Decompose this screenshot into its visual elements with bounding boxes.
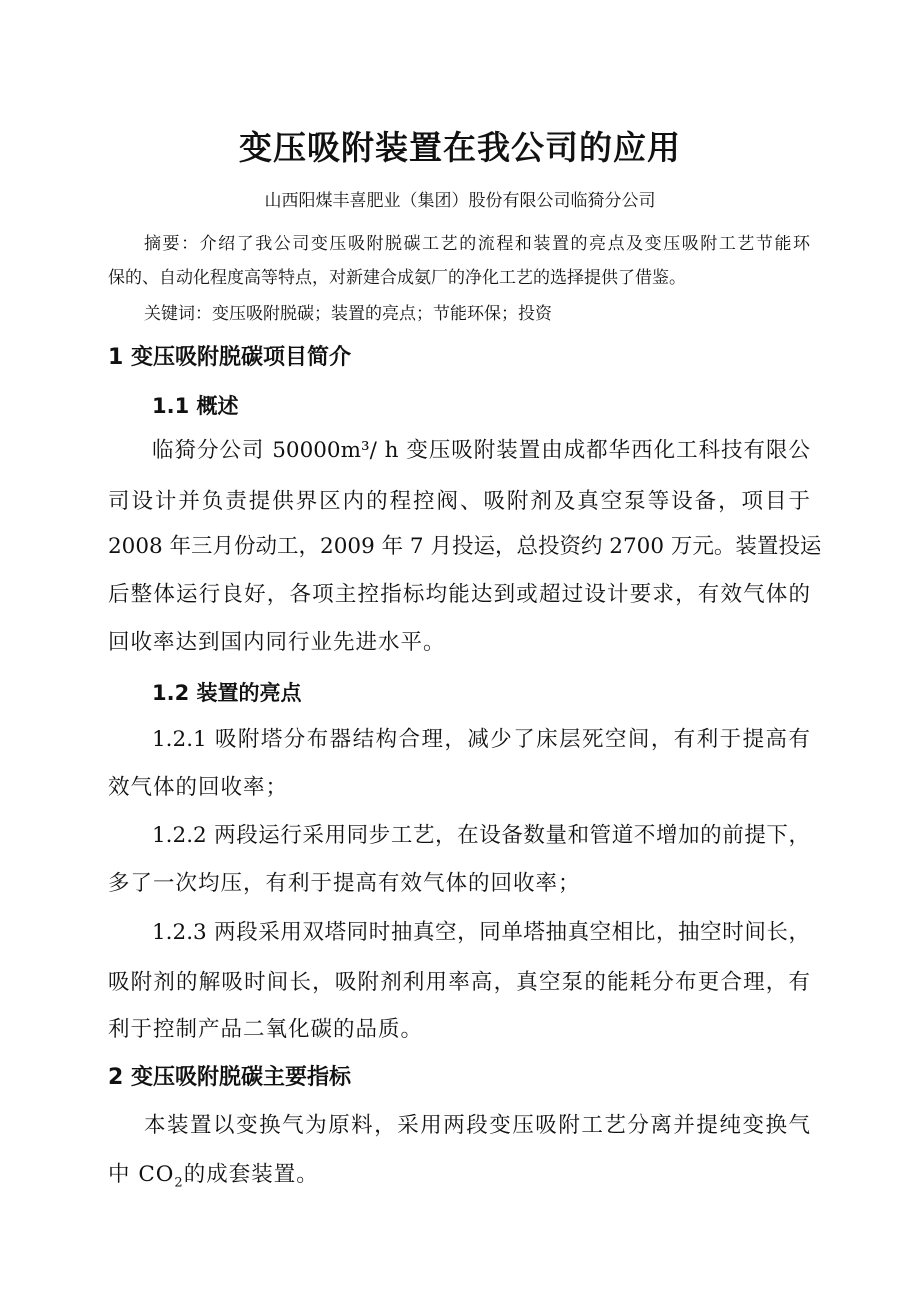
indicators-line-1: 本装置以变换气为原料，采用两段变压吸附工艺分离并提纯变换气 <box>144 1113 810 1138</box>
highlight-1-line-1: 1.2.1 吸附塔分布器结构合理，减少了床层死空间，有利于提高有 <box>152 727 810 752</box>
co2-subscript: 2 <box>174 1175 184 1191</box>
indicators-line-2-suffix: 的成套装置。 <box>183 1162 319 1187</box>
highlight-1-line-2: 效气体的回收率； <box>108 775 289 800</box>
section-1-heading: 1 变压吸附脱碳项目简介 <box>108 345 351 370</box>
abstract-line-2: 保的、自动化程度高等特点，对新建合成氨厂的净化工艺的选择提供了借鉴。 <box>108 268 686 288</box>
keywords: 关键词：变压吸附脱碳；装置的亮点；节能环保；投资 <box>144 304 552 324</box>
highlight-3-line-3: 利于控制产品二氧化碳的品质。 <box>108 1017 424 1042</box>
highlight-2-line-2: 多了一次均压，有利于提高有效气体的回收率； <box>108 871 581 896</box>
overview-line-1: 临猗分公司 50000m³/ h 变压吸附装置由成都华西化工科技有限公 <box>152 438 810 463</box>
highlight-3-line-1: 1.2.3 两段采用双塔同时抽真空，同单塔抽真空相比，抽空时间长， <box>152 920 810 945</box>
overview-line-2: 司设计并负责提供界区内的程控阀、吸附剂及真空泵等设备，项目于 <box>108 489 810 514</box>
subsection-1-2-heading: 1.2 装置的亮点 <box>152 681 302 705</box>
indicators-line-2 <box>108 1157 319 1190</box>
author-affiliation: 山西阳煤丰喜肥业（集团）股份有限公司临猗分公司 <box>264 191 656 211</box>
section-2-heading: 2 变压吸附脱碳主要指标 <box>108 1065 351 1090</box>
highlight-2-line-1: 1.2.2 两段运行采用同步工艺，在设备数量和管道不增加的前提下， <box>152 823 810 848</box>
subsection-1-1-heading: 1.1 概述 <box>152 394 239 418</box>
indicators-line-2-prefix: 中 CO <box>108 1162 175 1187</box>
overview-line-4: 后整体运行良好，各项主控指标均能达到或超过设计要求，有效气体的 <box>108 582 810 607</box>
overview-line-5: 回收率达到国内同行业先进水平。 <box>108 630 446 655</box>
abstract-line-1: 摘要：介绍了我公司变压吸附脱碳工艺的流程和装置的亮点及变压吸附工艺节能环 <box>144 234 810 254</box>
highlight-3-line-2: 吸附剂的解吸时间长，吸附剂利用率高，真空泵的能耗分布更合理，有 <box>108 970 810 995</box>
document-title: 变压吸附装置在我公司的应用 <box>239 128 681 167</box>
overview-line-3: 2008 年三月份动工，2009 年 7 月投运，总投资约 2700 万元。装置投运 <box>108 534 822 559</box>
